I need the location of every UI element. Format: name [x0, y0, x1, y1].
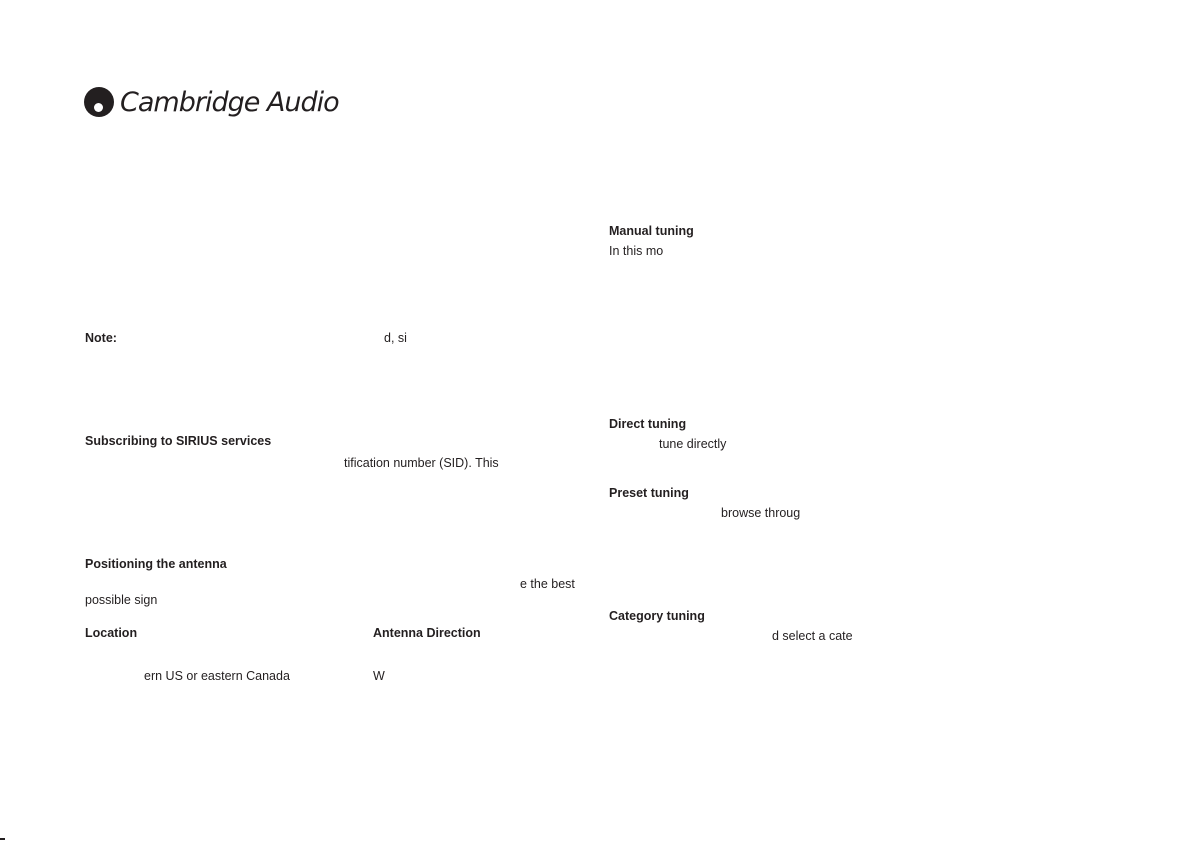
cambridge-audio-logo-icon	[84, 87, 114, 117]
subscribing-heading: Subscribing to SIRIUS services	[85, 434, 272, 448]
preset-tuning-heading: Preset tuning	[609, 486, 689, 500]
cambridge-audio-logo	[84, 84, 339, 120]
note-label: Note:	[85, 331, 117, 345]
table-header-antenna-direction: Antenna Direction	[373, 626, 481, 640]
table-cell-direction: W	[373, 669, 385, 683]
manual-tuning-heading: Manual tuning	[609, 224, 694, 238]
table-cell-location: ern US or eastern Canada	[144, 669, 290, 683]
direct-tuning-text-fragment: tune directly	[659, 437, 727, 451]
positioning-text-fragment-2: possible sign	[85, 593, 158, 607]
positioning-text-fragment-1: e the best	[520, 577, 575, 591]
note-text-fragment: d, si	[384, 331, 407, 345]
subscribing-text-fragment: tification number (SID). This	[344, 456, 499, 470]
category-tuning-heading: Category tuning	[609, 609, 705, 623]
direct-tuning-heading: Direct tuning	[609, 417, 687, 431]
table-header-location: Location	[85, 626, 138, 640]
brand-name: Cambridge Audio	[120, 86, 339, 118]
positioning-heading: Positioning the antenna	[85, 557, 227, 571]
manual-tuning-text-fragment: In this mo	[609, 244, 664, 258]
preset-tuning-text-fragment: browse throug	[721, 506, 801, 520]
category-tuning-text-fragment: d select a cate	[772, 629, 853, 643]
page-corner-mark	[0, 838, 5, 840]
